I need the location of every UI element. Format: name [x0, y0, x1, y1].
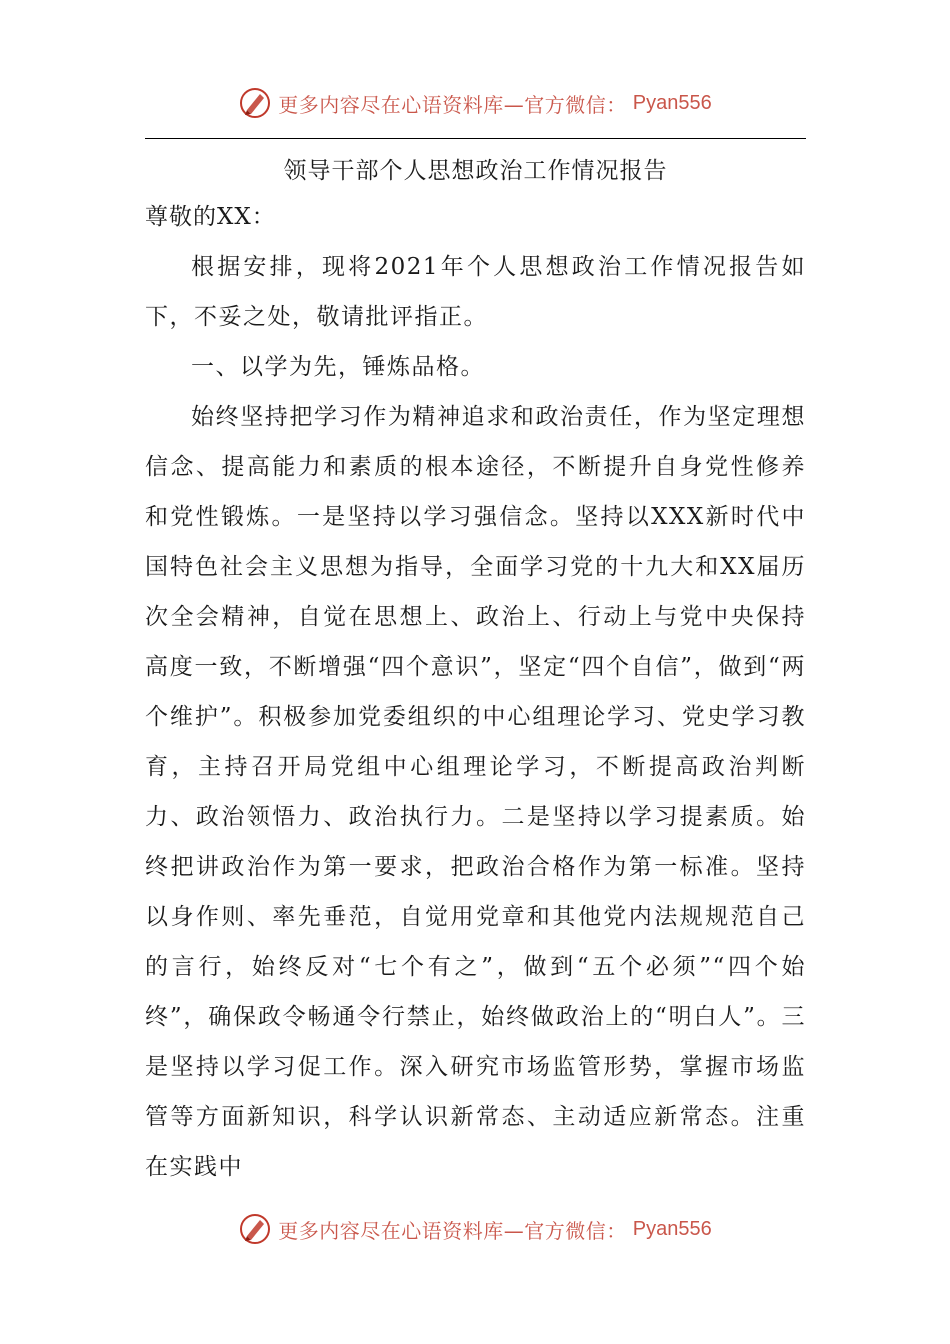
watermark-text: 更多内容尽在心语资料库—官方微信： — [278, 1218, 627, 1243]
watermark-text: 更多内容尽在心语资料库—官方微信： — [278, 92, 627, 117]
document-title: 领导干部个人思想政治工作情况报告 — [283, 158, 668, 184]
watermark-wechat-id: Pyan556 — [632, 91, 712, 114]
pen-logo-icon — [238, 86, 272, 120]
paragraph-intro: 根据安排，现将2021年个人思想政治工作情况报告如下，不妥之处，敬请批评指正。 — [145, 254, 806, 330]
salutation: 尊敬的XX： — [145, 204, 276, 230]
footer-watermark — [0, 1212, 950, 1246]
header-rule — [145, 138, 806, 139]
pen-logo-icon — [238, 1212, 272, 1246]
document-body — [145, 150, 806, 1192]
watermark-wechat-id: Pyan556 — [632, 1217, 712, 1240]
section-heading: 一、以学为先，锤炼品格。 — [191, 354, 485, 380]
header-watermark — [0, 86, 950, 120]
paragraph-body: 始终坚持把学习作为精神追求和政治责任，作为坚定理想信念、提高能力和素质的根本途径，不断提升自身党性修养和党性锻炼。一是坚持以学习强信念。坚持以XXX新时代中国特色社会主义思想为指导，全面学习党的十九大和XX届历次全会精神，自觉在思想上、政治上、行动上与党中央保持高度一致，不断增强“四个意识”，坚定“四个自信”，做到“两个维护”。积极参加党委组织的中心组理论学习、党史学习教育，主持召开局党组中心组理论学习，不断提高政治判断力、政治领悟力、政治执行力。二是坚持以学习提素质。始终把讲政治作为第一要求，把政治合格作为第一标准。坚持以身作则、率先垂范，自觉用党章和其他党内法规规范自己的言行，始终反对“七个有之”，做到“五个必须”“四个始终”，确保政令畅通令行禁止，始终做政治上的“明白人”。三是坚持以学习促工作。深入研究市场监管形势，掌握市场监管等方面新知识，科学认识新常态、主动适应新常态。注重在实践中 — [145, 404, 806, 1180]
